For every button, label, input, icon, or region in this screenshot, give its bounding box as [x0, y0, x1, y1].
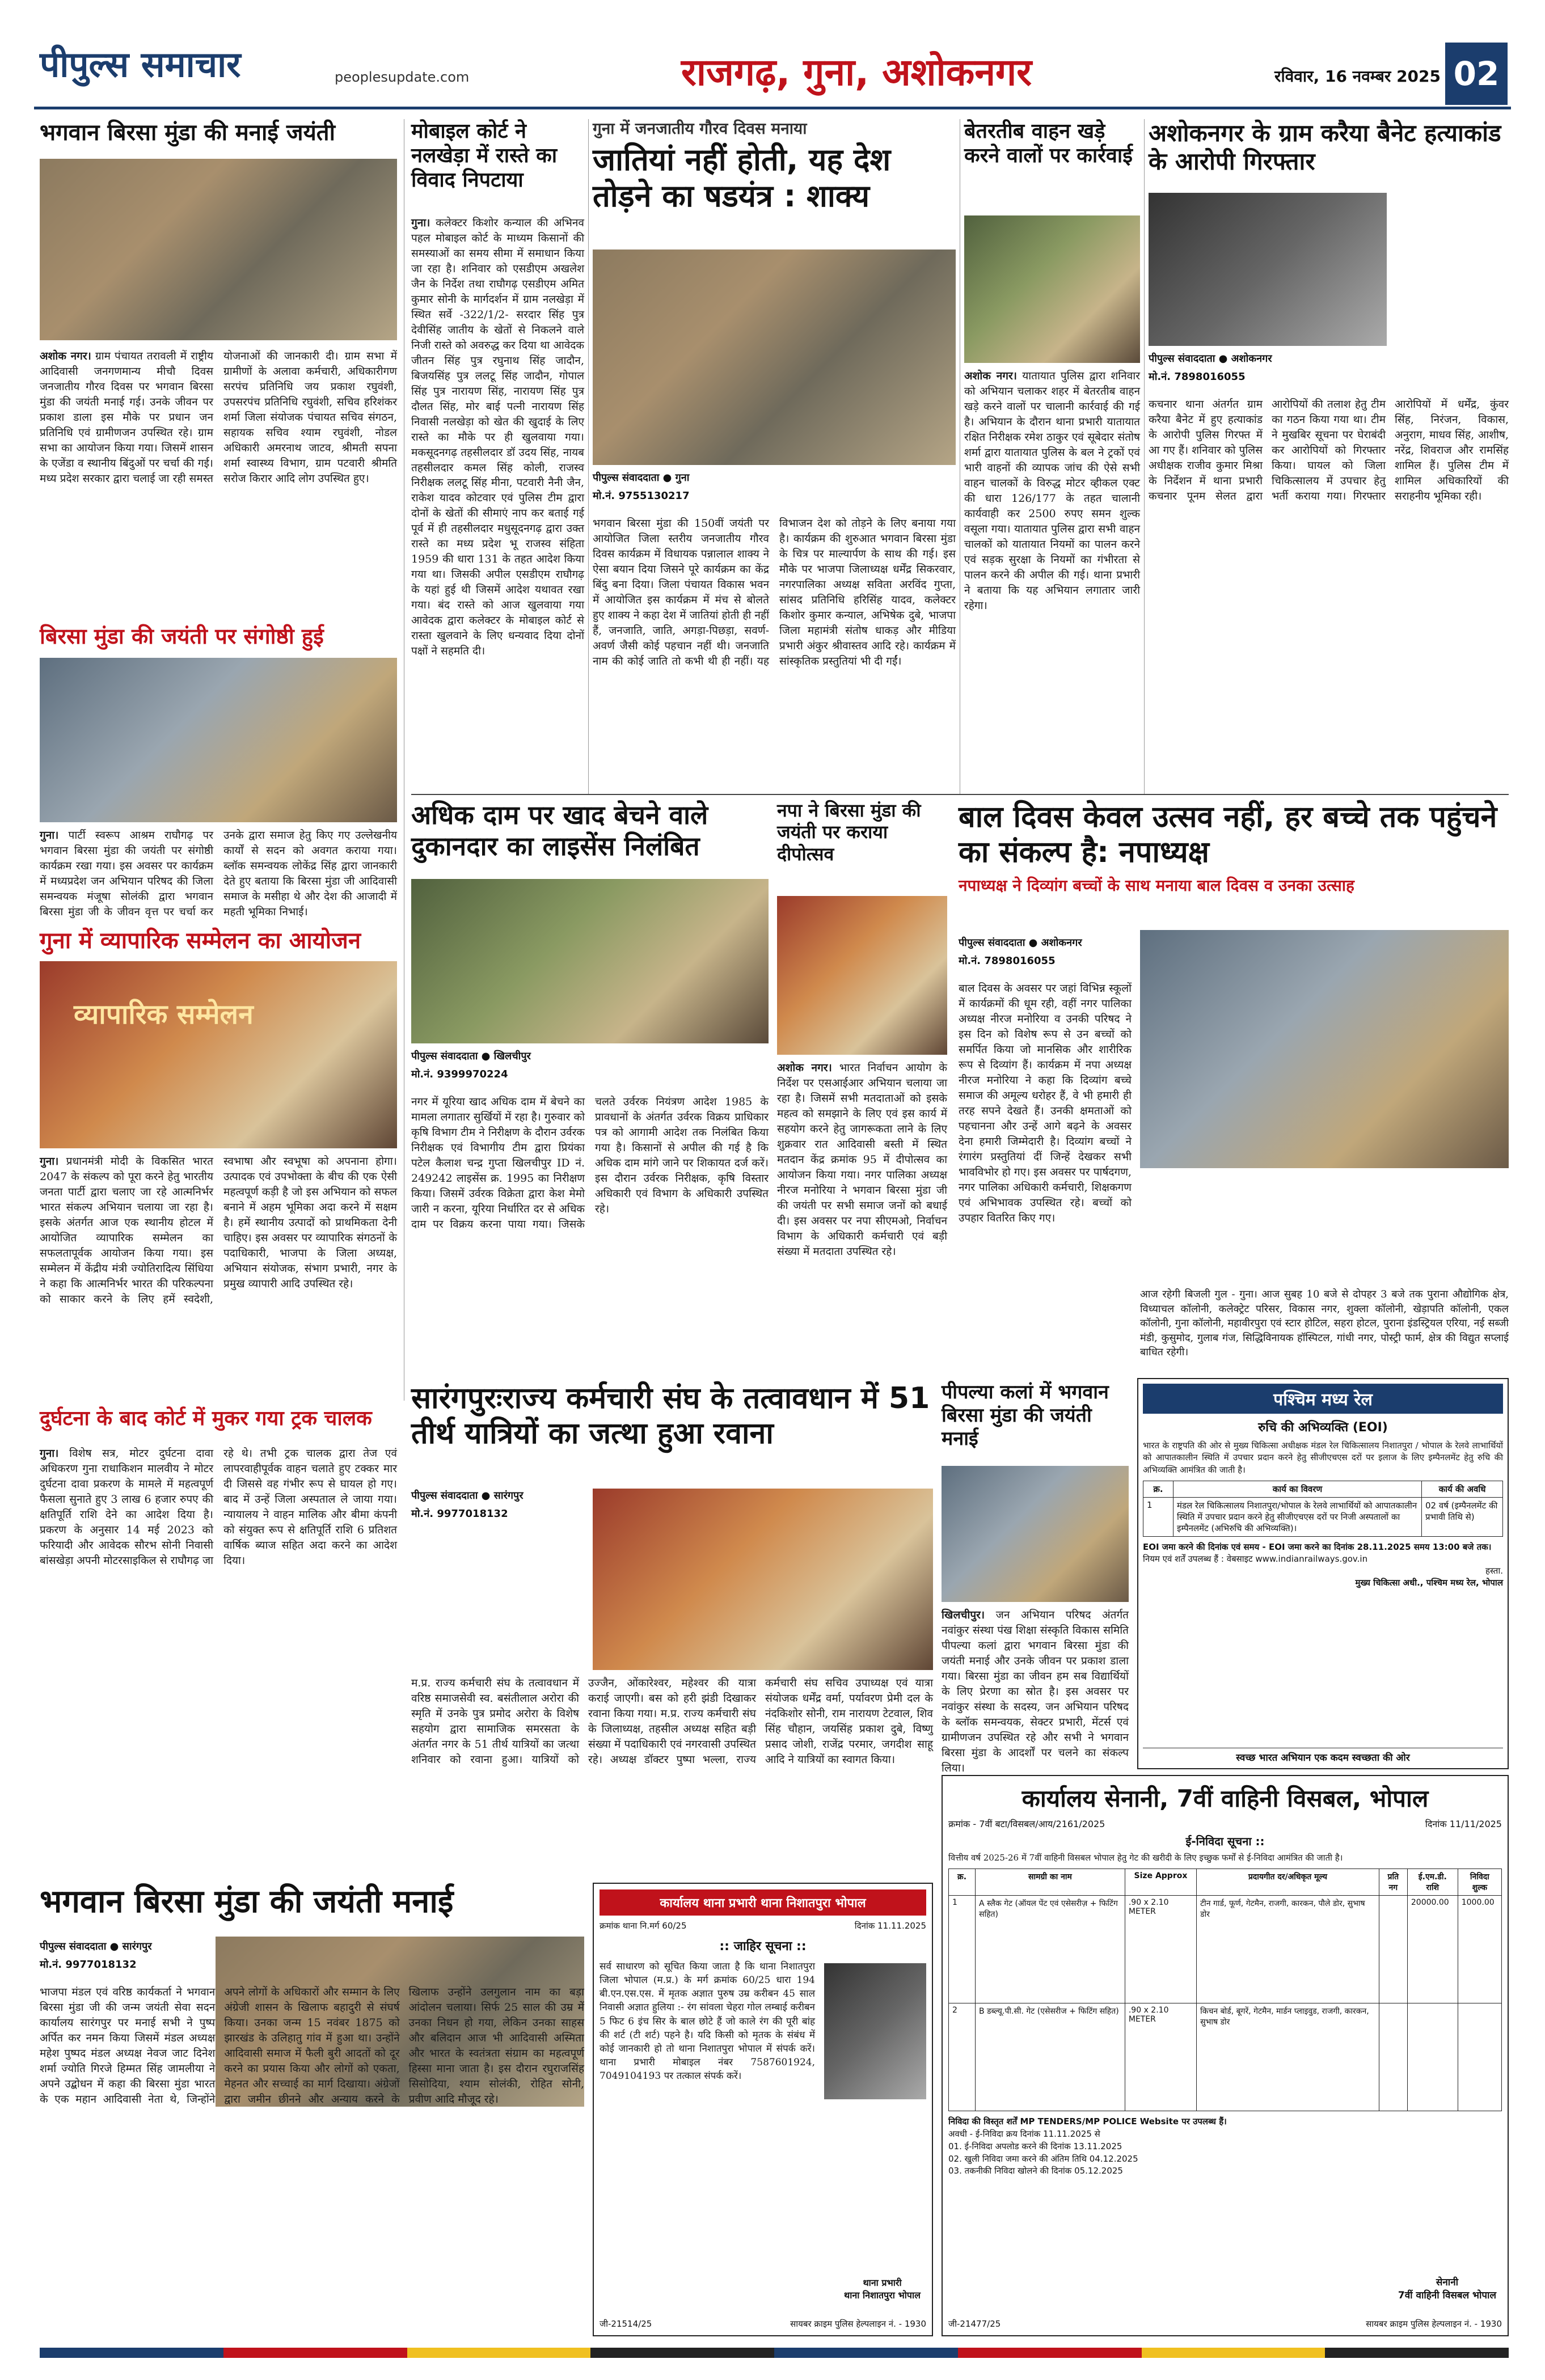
headline: अशोकनगर के ग्राम करैया बैनेट हत्याकांड के आरोपी गिरफ्तार [1149, 119, 1501, 176]
article-body [959, 981, 1132, 1282]
region-title: राजगढ़, गुना, अशोकनगर [681, 50, 1032, 94]
signature: थाना प्रभारी थाना निशातपुरा भोपाल [844, 2277, 921, 2301]
article-body [40, 1446, 397, 1871]
article-photo [593, 1489, 933, 1670]
notice-title: ई-निविदा सूचना :: [1185, 1834, 1265, 1848]
body-text: जन अभियान परिषद अंतर्गत नवांकुर संस्था पंख शिक्षा संस्कृति विकास समिति पीपल्या कलां द्वारा भगवान बिरसा मुंडा की जयंती मनाई और उनके जीवन पर प्रकाश डाला गया। बिरसा मुंडा का जीवन हम सब विद्यार्थियों के लिए प्रेरणा का स्रोत है। इस अवसर पर नवांकुर संस्था के सदस्य, जन अभियान परिषद के ब्लॉक समन्वयक, सेक्टर प्रभारी, मेंटर्स एवं ग्रामीणजन उपस्थित रहे और सभी ने भगवान बिरसा मुंडा के आदर्शों पर चलने का संकल्प लिया। [942, 1609, 1129, 1774]
table-cell: मंडल रेल चिकित्सालय निशातपुरा/भोपाल के रेलवे लाभार्थियों को आपातकालीन स्थिति में उपचार प्रदान करने हेतु सीजीएचएस दरों पर निजी अस्पतालों का इम्पैनलमेंट (अभिरुचि की अभिव्यक्ति)। [1173, 1497, 1422, 1536]
article-photo [40, 658, 397, 822]
article-napa-dipotsav [777, 800, 947, 1375]
tender-notes [948, 2116, 1502, 2178]
note-line: निविदा की विस्तृत शर्तें MP TENDERS/MP POLICE Website पर उपलब्ध हैं। [948, 2116, 1227, 2127]
power-cut-notice [1140, 1287, 1509, 1372]
ref-line [600, 1920, 926, 1931]
notice-text: सर्व साधारण को सूचित किया जाता है कि थाना निशातपुरा जिला भोपाल (म.प्र.) के मर्ग क्रमांक 60/25 धारा 194 बी.एन.एस.एस. में मृतक अज्ञात पुरुष उम्र करीबन 45 साल निवासी अज्ञात हुलिया :- रंग सांवला चेहरा गोल लम्बाई करीबन 5 फिट 6 इंच सिर के बाल छोटे हैं जो काले रंग की पूरी बांह की शर्ट (टी शर्ट) पहने है। यदि किसी को मृतक के संबंध में कोई जानकारी हो तो थाना निशातपुरा भोपाल में संपर्क करें। थाना प्रभारी मोबाइल नंबर 7587601924, 7049104193 पर तत्काल संपर्क करें। [600, 1961, 815, 2082]
body-text: विशेष सत्र, मोटर दुर्घटना दावा अधिकरण गुना राधाकिशन मालवीय ने मोटर दुर्घटना दावा प्रकरण के मामले में महत्वपूर्ण फैसला सुनाते हुए 3 लाख 6 हजार रुपए की क्षतिपूर्ति राशि देने का आदेश दिया है। प्रकरण के अनुसार 14 मई 2023 को फरियादी और आवेदक सौरभ सोनी निवासी बांसखेड़ा अपनी मोटरसाइकिल से राघौगढ़ जा रहे थे। तभी ट्रक चालक द्वारा तेज एवं लापरवाहीपूर्वक वाहन चलाते हुए टक्कर मार दी जिससे वह गंभीर रूप से घायल हो गए। बाद में उन्हें जिला अस्पताल ले जाया गया। न्यायालय ने वाहन मालिक और बीमा कंपनी को संयुक्त रूप से क्षतिपूर्ति राशि 6 प्रतिशत वार्षिक ब्याज सहित अदा करने का आदेश दिया। [40, 1447, 397, 1567]
byline-text: पीपुल्स संवाददाता ● अशोकनगर [959, 937, 1082, 949]
office-title: कार्यालय सेनानी, 7वीं वाहिनी विसबल, भोपाल [1021, 1785, 1429, 1812]
article-karaiya [1149, 119, 1509, 794]
table-row [949, 2003, 1502, 2111]
note-line: 03. तकनीकी निविदा खोलने की दिनांक 05.12.2025 [948, 2166, 1123, 2176]
article-body [1149, 397, 1509, 794]
table-cell [1379, 2003, 1407, 2111]
article-mobile-court [411, 119, 584, 794]
article-body [411, 1676, 933, 1871]
article-birsa-tarawali [40, 119, 397, 618]
table-cell [1379, 1896, 1407, 2003]
headline: सारंगपुरःराज्य कर्मचारी संघ के तत्वावधान में 51 तीर्थ यात्रियों का जत्था हुआ रवाना [411, 1381, 930, 1451]
article-shakya [593, 119, 956, 794]
region-banner [573, 45, 1140, 102]
byline-text: पीपुल्स संवाददाता ● सारंगपुर [411, 1490, 524, 1502]
ad-footer [948, 2318, 1502, 2330]
dateline: अशोक नगर। [40, 350, 91, 362]
table-cell: 1000.00 [1458, 1896, 1501, 2003]
table-header: ई.एम.डी. राशि [1407, 1869, 1458, 1896]
ref-date: दिनांक 11/11/2025 [1425, 1819, 1502, 1829]
article-vyaparik-sammelan [40, 927, 397, 1401]
article-body [411, 1094, 769, 1375]
eoi-footer [1143, 1541, 1503, 1589]
table-cell: 1 [1143, 1497, 1173, 1536]
table-header-row [949, 1869, 1502, 1896]
body-text: ग्राम पंचायत तरावली में राष्ट्रीय आदिवासी जनगणमान्य मीचौ दिवस जनजातीय गौरव दिवस पर भगवान बिरसा मुंडा की जयंती मनाई गई। उनके जीवन पर प्रकाश डाला इस मौके पर प्रधान जन प्रतिनिधि एवं ग्रामीणजन उपस्थित रहे। ग्राम सभा का आयोजन किया गया। जिसमें शासन के एजेंडा व स्थानीय बिंदुओं पर चर्चा की गई। मध्य प्रदेश सरकार द्वारा चलाई जा रही समस्त योजनाओं की जानकारी दी। ग्राम सभा में ग्रामीणों के अलावा कर्मचारी, अधिकारीगण सरपंच प्रतिनिधि जय प्रकाश रघुवंशी, उपसरपंच प्रतिनिधि रघुवंशी, सचिव हरिशंकर शर्मा जिला संयोजक पंचायत सचिव संगठन, सहायक सचिव श्याम रघुवंशी, नोडल अधिकारी अमरनाथ जाटव, श्रीमती सपना शर्मा स्वास्थ्य विभाग, ग्राम पटवारी श्रीमति सरोज किरार आदि लोग उपस्थित हुए। [40, 350, 397, 485]
table-cell: A स्लैक गेट (ऑयल पेंट एवं एसेसरीज़ + फिटिंग सहित) [976, 1896, 1125, 2003]
registration-color-bar [40, 2348, 1509, 2358]
body-text: पार्टी स्वरूप आश्रम राघौगढ़ पर भगवान बिरसा मुंडा की जयंती पर संगोष्ठी कार्यक्रम रखा गया। इस अवसर पर कार्यक्रम में मध्यप्रदेश जन अभियान परिषद की जिला समन्वयक मंजूषा सोलंकी द्वारा भगवान बिरसा मुंडा जी के जीवन वृत्त पर चर्चा कर उनके द्वारा समाज हेतु किए गए उल्लेखनीय कार्यों से सदन को अवगत कराया गया। ब्लॉक समन्वयक लोकेंद्र सिंह द्वारा जानकारी देते हुए बताया कि बिरसा मुंडा जी आदिवासी समाज के मसीहा थे और देश की आजादी में महती भूमिका निभाई। [40, 829, 397, 918]
headline: भगवान बिरसा मुंडा की जयंती मनाई [40, 1883, 454, 1920]
office-title: कार्यालय थाना प्रभारी थाना निशातपुरा भोपाल [600, 1889, 926, 1916]
table-header: कार्य का विवरण [1173, 1481, 1422, 1497]
ref-line [948, 1817, 1502, 1830]
table-cell: 02 वर्ष (इम्पैनलमेंट की प्रभावी तिथि से) [1422, 1497, 1503, 1536]
table-header: प्रदायगीत दर/अधिकृत मूल्य [1197, 1869, 1379, 1896]
footer-line: EOI जमा करने की दिनांक एवं समय - EOI जमा करने का दिनांक 28.11.2025 समय 13:00 बजे तक। [1143, 1541, 1492, 1552]
article-photo [964, 215, 1140, 363]
body-text: प्रधानमंत्री मोदी के विकसित भारत 2047 के संकल्प को पूरा करने हेतु भारतीय जनता पार्टी द्वारा चलाए जा रहे आत्मनिर्भर भारत संकल्प अभियान चलाया जा रहा है। इसके अंतर्गत आज एक स्थानीय होटल में आयोजित व्यापारिक सम्मेलन का सफलतापूर्वक आयोजन किया गया। इस सम्मेलन में केंद्रीय मंत्री ज्योतिरादित्य सिंधिया ने कहा कि आत्मनिर्भर भारत की परिकल्पना को साकार करने के लिए हमें स्वदेशी, स्वभाषा और स्वभूषा को अपनाना होगा। उत्पादक एवं उपभोक्ता के बीच की एक ऐसी महत्वपूर्ण कड़ी है जो इस अभियान को सफल बनाने में अहम भूमिका अदा करने में सक्षम है। हमें स्थानीय उत्पादों को प्राथमिकता देनी चाहिए। इस अवसर पर व्यापारिक संगठनों के पदाधिकारी, भाजपा के जिला अध्यक्ष, अभियान संयोजक, संभाग प्रभारी, नगर के प्रमुख व्यापारी आदि उपस्थित रहे। [40, 1155, 397, 1305]
table-header: क्र. [949, 1869, 976, 1896]
byline [411, 1049, 769, 1089]
article-body [40, 828, 397, 924]
railway-banner: पश्चिम मध्य रेल [1143, 1384, 1503, 1414]
cyber-helpline: सायबर क्राइम पुलिस हेल्पलाइन नं. - 1930 [790, 2319, 926, 2329]
masthead-rule [34, 107, 1511, 109]
nishatpura-notice-ad [593, 1883, 933, 2336]
body-text: कलेक्टर किशोर कन्याल की अभिनव पहल मोबाइल कोर्ट के माध्यम किसानों की समस्याओं का समय सीमा में समाधान किया जा रहा है। शनिवार को एसडीएम अखलेश जैन के निर्देश तथा राघौगढ़ एसडीएम अमित कुमार सोनी के मार्गदर्शन में ग्राम नलखेड़ा में स्थित सर्वे -322/1/2- सरदार सिंह पुत्र देवीसिंह जातीय के खेतों से निकलने वाले निजी रास्ते को अवरुद्ध कर दिया था आवेदक जीतन सिंह पुत्र रघुनाथ सिंह जादौन, बिजयसिंह पुत्र ललटू सिंह जादौन, गोपाल सिंह पुत्र नारायण सिंह, नारायण सिंह पुत्र दौलत सिंह, मोर बाई पत्नी नारायण सिंह निवासी नलखेड़ा को खेत की खुदाई के लिए रास्ते का मौके पर ही खुलवाया गया। मकसूदनगढ़ तहसीलदार डॉ उदय सिंह, नायब तहसीलदार कमल सिंह कोली, राजस्व निरीक्षक ललटू सिंह मीना, पटवारी नैनी जैन, राकेश यादव कोटवार एवं पुलिस टीम द्वारा दोनों के खेतों की सीमाएं नाप कर बताई गई पूर्व में ही तहसीलदार मधुसूदनगढ़ द्वारा उक्त रास्ते का मध्य प्रदेश भू राजस्व संहिता 1959 की धारा 131 के तहत आदेश किया गया था। जिसकी अपील एसडीएम राघौगढ़ के यहां हुई थी जिसमें आदेश यथावत रखा गया। बंद रास्ते को आज खुलवाया गया आवेदक द्वारा कलेक्टर के मोबाइल कोर्ट से रास्ता खुलवाने के लिए धन्यवाद दिया दोनों पक्षों ने सहमति दी। [411, 217, 584, 658]
table-header: प्रति नग [1379, 1869, 1407, 1896]
byline [40, 1939, 210, 1979]
article-sarangpur-yatra [411, 1381, 933, 1871]
paper-logo [40, 40, 323, 96]
article-photo [1140, 930, 1509, 1168]
byline-phone: मो.नं. 9977018132 [411, 1508, 508, 1520]
note-line: 02. खुली निविदा जमा करने की अंतिम तिथि 04.12.2025 [948, 2153, 1138, 2164]
article-birsa-sangoshthi [40, 624, 397, 921]
tender-table [948, 1869, 1502, 2111]
headline: भगवान बिरसा मुंडा की मनाई जयंती [40, 120, 335, 146]
body-text: भगवान बिरसा मुंडा की 150वीं जयंती पर आयोजित जिला स्तरीय जनजातीय गौरव दिवस कार्यक्रम में विधायक पन्नालाल शाक्य ने ऐसा बयान दिया जिसने पूरे कार्यक्रम का केंद्र बिंदु बना दिया। जिला पंचायत विकास भवन में आयोजित इस कार्यक्रम में मंच से बोलते हुए शाक्य ने कहा देश में जातियां होती ही नहीं हैं, जनजाति, जाति, अगड़ा-पिछड़ा, सवर्ण-अवर्ण जैसी कोई पहचान नहीं थी। जनजाति नाम की कोई जाति तो कभी थी ही नहीं। यह विभाजन देश को तोड़ने के लिए बनाया गया है। कार्यक्रम की शुरुआत भगवान बिरसा मुंडा के चित्र पर माल्यार्पण के साथ की गई। इस मौके पर भाजपा जिलाध्यक्ष धर्मेंद्र सिकरवार, नगरपालिका अध्यक्ष सविता अरविंद गुप्ता, सांसद प्रतिनिधि हरिसिंह यादव, कलेक्टर किशोर कुमार कन्याल, अभिषेक दुबे, भाजपा जिला महामंत्री संतोष धाकड़ और मीडिया प्रभारी अंकुर श्रीवास्तव आदि रहे। कार्यक्रम में सांस्कृतिक प्रस्तुतियां भी दी गईं। [593, 517, 956, 667]
column-rule [1144, 119, 1145, 794]
byline-text: पीपुल्स संवाददाता ● सारंगपुर [40, 1941, 152, 1952]
byline-text: पीपुल्स संवाददाता ● गुना [593, 472, 690, 484]
article-body [40, 349, 397, 618]
article-body [411, 215, 584, 794]
notice-text: आज रहेगी बिजली गुल - गुना। आज सुबह 10 बजे से दोपहर 3 बजे तक पुराना औद्योगिक क्षेत्र, विध्याचल कॉलोनी, कलेक्ट्रेट परिसर, विकास नगर, शुक्ला कॉलोनी, खेड़ापति कॉलोनी, एकल कॉलोनी, गुना कॉलोनी, महावीरपुरा एवं स्टार होटिल, सहरा होटल, पुराना इंडस्ट्रियल एरिया, नई सब्जी मंडी, कुसुमोद, गुलाब गंज, सिद्धिविनायक हॉस्पिटल, गांधी नगर, पोस्ट्री फार्म, क्षेत्र की विद्युत सप्लाई बाधित रहेगी। [1140, 1288, 1509, 1359]
table-cell: B डब्ल्यू.पी.सी. गेट (एसेसरीज + फिटिंग सहित) [976, 2003, 1125, 2111]
article-durghatna [40, 1406, 397, 1871]
table-header: निविदा शुल्क [1458, 1869, 1501, 1896]
eoi-table [1143, 1481, 1503, 1537]
headline: बिरसा मुंडा की जयंती पर संगोष्ठी हुई [40, 624, 324, 649]
ad-footer [600, 2318, 926, 2330]
table-cell [1458, 2003, 1501, 2111]
table-row [1143, 1497, 1503, 1536]
article-photo [942, 1466, 1129, 1602]
article-photo [411, 879, 769, 1043]
kicker: गुना में जनजातीय गौरव दिवस मनाया [593, 119, 807, 138]
byline-text: पीपुल्स संवाददाता ● अशोकनगर [1149, 353, 1272, 365]
body-text: भारत निर्वाचन आयोग के निर्देश पर एसआईआर अभियान चलाया जा रहा है। जिसमें सभी मतदाताओं को इसके महत्व को समझाने के लिए एवं इस कार्य में सहयोग करने हेतु जागरूकता लाने के लिए शुक्रवार रात आदिवासी बस्ती में स्थित मतदान केंद्र क्रमांक 95 में दीपोत्सव का आयोजन किया गया। नगर पालिका अध्यक्ष नीरज मनोरिया ने भगवान बिरसा मुंडा जी की जयंती पर सभी समाज जनों को बधाई दी। इस अवसर पर नपा सीएमओ, निर्वाचन विभाग के अधिकारी कर्मचारी एवं बड़ी संख्या में मतदाता उपस्थित रहे। [777, 1062, 947, 1258]
railway-eoi-ad [1137, 1378, 1509, 1769]
table-cell: टीन गार्ड, फूर्ण, गेटमैन, राजगी, कारकन, पौले डोर, सुभाष डोर [1197, 1896, 1379, 2003]
byline-phone: मो.नं. 7898016055 [1149, 371, 1246, 383]
byline-phone: मो.नं. 7898016055 [959, 955, 1056, 967]
deceased-photo [824, 1963, 926, 2099]
article-birsa-sarangpur [40, 1883, 584, 2336]
swachh-bharat-strip: स्वच्छ भारत अभियान एक कदम स्वच्छता की ओर [1143, 1748, 1503, 1764]
ref-number: क्रमांक थाना नि.मर्ग 60/25 [600, 1921, 687, 1931]
website-url[interactable]: peoplesupdate.com [335, 69, 470, 85]
cyber-helpline: सायबर क्राइम पुलिस हेल्पलाइन नं. - 1930 [1366, 2319, 1502, 2329]
article-photo [593, 250, 956, 465]
issue-date: रविवार, 16 नवम्बर 2025 [1274, 67, 1441, 86]
table-cell: किचन बोर्ड, बूगरें, गेटमैन, मार्डन प्लाइवुड, राजगी, कारकन, सुभाष डोर [1197, 2003, 1379, 2111]
table-header: क्र. [1143, 1481, 1173, 1497]
article-photo [40, 961, 397, 1148]
body-text: यातायात पुलिस द्वारा शनिवार को अभियान चलाकर शहर में बेतरतीब वाहन खड़े करने वालों पर चालानी कार्रवाई की गई है। अभियान के दौरान थाना प्रभारी यातायात रक्षित निरीक्षक रमेश ठाकुर एवं सूबेदार संतोष शर्मा द्वारा यातायात पुलिस के बल ने ट्रकों एवं भारी वाहनों की व्यापक जांच की ऐसे सभी वाहन चालकों के विरुद्ध मोटर व्हीकल एक्ट की धारा 126/177 के तहत चालानी कार्यवाही कर 2500 रुपए समन शुल्क वसूला गया। यातायात पुलिस द्वारा सभी वाहन चालकों को यातायात नियमों का पालन करने एवं सड़क सुरक्षा के नियमों का गंभीरता से पालन करने की अपील की गई। थाना प्रभारी ने बताया कि यह अभियान लगातार जारी रहेगा। [964, 370, 1141, 612]
footer-line: मुख्य चिकित्सा अधी., पश्चिम मध्य रेल, भोपाल [1355, 1577, 1503, 1588]
article-body [40, 1154, 397, 1401]
table-cell: 20000.00 [1407, 1896, 1458, 2003]
headline: पीपल्या कलां में भगवान बिरसा मुंडा की जयंती मनाई [942, 1381, 1109, 1450]
table-header: Size Approx [1125, 1869, 1196, 1896]
headline: नपा ने बिरसा मुंडा की जयंती पर कराया दीपोत्सव [777, 800, 921, 865]
page-number: 02 [1445, 43, 1508, 105]
article-body [777, 1060, 947, 1375]
body-text: कचनार थाना अंतर्गत ग्राम करैया बैनेट में हुए हत्याकांड के आरोपी पुलिस गिरफ्त में आ गए हैं। शनिवार को पुलिस अधीक्षक राजीव कुमार मिश्रा के निर्देशन में थाना प्रभारी कचनार पूनम सेलत द्वारा आरोपियों की तलाश हेतु टीम का गठन किया गया था। टीम ने मुखबिर सूचना पर घेराबंदी कर आरोपियों को गिरफ्तार किया। घायल को जिला चिकित्सालय में उपचार हेतु भर्ती कराया गया। गिरफ्तार आरोपियों में धर्मेंद्र, कुंवर सिंह, निरंजन, विकास, अनुराग, माधव सिंह, आशीष, नरेंद्र, शिवराज और रामसिंह शामिल हैं। पुलिस टीम में शामिल अधिकारियों की सराहनीय भूमिका रही। [1149, 398, 1509, 502]
table-row [949, 1896, 1502, 2003]
byline-text: पीपुल्स संवाददाता ● खिलचीपुर [411, 1050, 531, 1062]
dateline: अशोक नगर। [777, 1062, 832, 1074]
table-cell: .90 x 2.10 METER [1125, 1896, 1196, 2003]
senani-tender-ad [942, 1775, 1509, 2336]
signature: सेनानी 7वीं वाहिनी विसबल भोपाल [1398, 2277, 1496, 2301]
table-cell: 1 [949, 1896, 976, 2003]
byline-phone: मो.नं. 9755130217 [593, 490, 690, 502]
masthead [0, 0, 1545, 113]
footer-line[interactable]: नियम एवं शर्तें उपलब्ध हैं : वेबसाइट www.indianrailways.gov.in [1143, 1553, 1368, 1564]
byline-phone: मो.नं. 9977018132 [40, 1959, 137, 1971]
article-photo [40, 159, 397, 340]
eoi-intro: भारत के राष्ट्रपति की ओर से मुख्य चिकित्सा अधीक्षक मंडल रेल चिकित्सालय निशातपुरा / भोपाल के रेलवे लाभार्थियों को आपातकालीन स्थिति में उपचार प्रदान करने हेतु सीजीएचएस दरों पर इलाज के लिए इम्पैनलमेंट हेतु रुचि की अभिव्यक्ति आमंत्रित की जाती है। [1143, 1440, 1503, 1475]
article-body [964, 369, 1140, 794]
byline-phone: मो.नं. 9399970224 [411, 1068, 508, 1080]
byline [411, 1489, 581, 1528]
article-photo [777, 896, 947, 1055]
dateline: अशोक नगर। [964, 370, 1017, 382]
headline: जातियां नहीं होती, यह देश तोड़ने का षडयंत्र : शाक्य [593, 141, 891, 214]
notice-title: :: जाहिर सूचना :: [719, 1939, 807, 1954]
byline [1149, 352, 1387, 391]
article-khad-license [411, 800, 769, 1375]
section-rule [411, 794, 1509, 795]
headline: गुना में व्यापारिक सम्मेलन का आयोजन [40, 928, 361, 954]
subhead: नपाध्यक्ष ने दिव्यांग बच्चों के साथ मनाया बाल दिवस व उनका उत्साह [959, 876, 1354, 895]
article-body [593, 516, 956, 794]
table-cell [1407, 2003, 1458, 2111]
note-line: अवधी - ई-निविदा क्रय दिनांक 11.11.2025 से [948, 2129, 1100, 2140]
notice-intro: वित्तीय वर्ष 2025-26 में 7वीं वाहिनी विसबल भोपाल हेतु गेट की खरीदी के लिए इच्छुक फर्मों से ई-निविदा आमंत्रित की जाती है। [948, 1853, 1343, 1863]
article-body [40, 1985, 584, 2336]
dateline: गुना। [411, 217, 430, 229]
article-vehicles [964, 119, 1140, 794]
note-line: 01. ई-निविदा अपलोड करने की दिनांक 13.11.2025 [948, 2141, 1122, 2151]
table-header: सामग्री का नाम [976, 1869, 1125, 1896]
byline [959, 936, 1129, 975]
table-header: कार्य की अवधि [1422, 1481, 1503, 1497]
ref-date: दिनांक 11.11.2025 [854, 1921, 926, 1931]
dateline: गुना। [40, 1447, 59, 1460]
ji-number: जी-21514/25 [600, 2319, 652, 2329]
article-photo [1149, 193, 1387, 346]
byline [593, 471, 763, 510]
dateline: गुना। [40, 1155, 59, 1168]
dateline: गुना। [40, 829, 59, 842]
body-text: नगर में यूरिया खाद अधिक दाम में बेचने का मामला लगातार सुर्खियों में रहा है। गुरुवार को कृषि विभाग टीम ने निरीक्षण के दौरान उर्वरक निरीक्षक एवं विभागीय टीम द्वारा प्रियंका पटेल कैलाश चन्द्र गुप्ता खिलचीपुर ID नं. 249242 लाइसेंस क्र. 1995 का निरीक्षण किया। जिसमें उर्वरक विक्रेता द्वारा केश मेमो जारी न करना, यूरिया निर्धारित दर से अधिक दाम पर विक्रय करना पाया गया। जिसके चलते उर्वरक नियंत्रण आदेश 1985 के प्रावधानों के अंतर्गत उर्वरक विक्रय प्राधिकार पत्र को आगामी आदेश तक निलंबित किया गया है। किसानों से अपील की गई है कि अधिक दाम मांगे जाने पर शिकायत दर्ज करें। इस दौरान उर्वरक निरीक्षक, कृषि विस्तार अधिकारी एवं विभाग के अधिकारी उपस्थित रहे। [411, 1096, 769, 1231]
headline: बेतरतीब वाहन खड़े करने वालों पर कार्रवाई [964, 120, 1133, 168]
headline: दुर्घटना के बाद कोर्ट में मुकर गया ट्रक चालक [40, 1407, 372, 1430]
table-cell: .90 x 2.10 METER [1125, 2003, 1196, 2111]
article-bal-diwas [959, 800, 1509, 1282]
body-text: बाल दिवस के अवसर पर जहां विभिन्न स्कूलों में कार्यक्रमों की धूम रही, वहीं नगर पालिका अध्यक्ष नीरज मनोरिया व उनकी परिषद ने इस दिन को विशेष रूप से उन बच्चों को समर्पित किया जो मानसिक और शारीरिक रूप से दिव्यांग हैं। कार्यक्रम में नपा अध्यक्ष नीरज मनोरिया ने कहा कि दिव्यांग बच्चे समाज की अमूल्य धरोहर हैं, वे भी हमारी ही तरह सपने देखते हैं। उनकी क्षमताओं को पहचानना और उन्हें आगे बढ़ने के अवसर देना हमारी जिम्मेदारी है। दिव्यांग बच्चों ने रंगारंग प्रस्तुतियां दीं जिन्हें देखकर सभी भावविभोर हो गए। इस अवसर पर पार्षदगण, नगर पालिका अधिकारी कर्मचारी, शिक्षकगण एवं अभिभावक उपस्थित रहे। बच्चों को उपहार वितरित किए गए। [959, 982, 1132, 1224]
ji-number: जी-21477/25 [948, 2319, 1001, 2329]
body-text: म.प्र. राज्य कर्मचारी संघ के तत्वावधान में वरिष्ठ समाजसेवी स्व. बसंतीलाल अरोरा की स्मृति में उनके पुत्र प्रमोद अरोरा के विशेष सहयोग द्वारा सामाजिक समरसता के अंतर्गत नगर के 51 तीर्थ यात्रियों का जत्था शनिवार को रवाना हुआ। यात्रियों को उज्जैन, ओंकारेश्वर, महेश्वर की यात्रा कराई जाएगी। बस को हरी झंडी दिखाकर रवाना किया गया। म.प्र. राज्य कर्मचारी संघ के जिलाध्यक्ष, तहसील अध्यक्ष सहित बड़ी संख्या में पदाधिकारी एवं नगरवासी उपस्थित रहे। अध्यक्ष डॉक्टर पुष्पा भल्ला, राज्य कर्मचारी संघ सचिव उपाध्यक्ष एवं यात्रा संयोजक धर्मेंद्र वर्मा, पर्यावरण प्रेमी दल के नंदकिशोर सोनी, राम नारायण टेटवाल, शिव सिंह चौहान, जयसिंह प्रकाश दुबे, विष्णु प्रसाद जोशी, राजेंद्र परमार, जगदीश साहू आदि ने यात्रियों का स्वागत किया। [411, 1677, 933, 1766]
headline: मोबाइल कोर्ट ने नलखेड़ा में रास्ते का विवाद निपटाया [411, 120, 558, 192]
paper-name: पीपुल्स समाचार [40, 44, 241, 85]
dateline: खिलचीपुर। [942, 1609, 985, 1621]
table-cell: 2 [949, 2003, 976, 2111]
body-text: भाजपा मंडल एवं वरिष्ठ कार्यकर्ता ने भगवान बिरसा मुंडा जी की जन्म जयंती सेवा सदन कार्यालय सारंगपुर पर मनाई सभी ने पुष्प अर्पित कर नमन किया जिसमें मंडल अध्यक्ष महेश पुष्पद मंडल अध्यक्ष नेवज जाट दिनेश शर्मा ज्योति गिरजे हिम्मत सिंह जामलीया ने अपने उद्बोधन में कहा की बिरसा मुंडा भारत के एक महान आदिवासी नेता थे, जिन्होंने अपने लोगों के अधिकारों और सम्मान के लिए अंग्रेजी शासन के खिलाफ बहादुरी से संघर्ष किया। उनका जन्म 15 नवंबर 1875 को झारखंड के उलिहातु गांव में हुआ था। उन्होंने आदिवासी समाज में फैली बुरी आदतों को दूर करने का प्रयास किया और लोगों को एकता, मेहनत और सच्चाई का मार्ग दिखाया। अंग्रेजों द्वारा जमीन छीनने और अन्याय करने के खिलाफ उन्होंने उलगुलान नाम का बड़ा आंदोलन चलाया। सिर्फ 25 साल की उम्र में उनका निधन हो गया, लेकिन उनका साहस और बलिदान आज भी आदिवासी अस्मिता और भारत के स्वतंत्रता संग्राम का महत्वपूर्ण हिस्सा माना जाता है। इस दौरान रघुराजसिंह सिसोदिया, श्याम सोलंकी, रोहित सोनी, प्रवीण आदि मौजूद रहे। [40, 1986, 584, 2106]
headline: बाल दिवस केवल उत्सव नहीं, हर बच्चे तक पहुंचने का संकल्प है: नपाध्यक्ष [959, 800, 1497, 870]
table-header-row [1143, 1481, 1503, 1497]
photo-banner-text: व्यापारिक सम्मेलन [74, 999, 254, 1030]
footer-line: हस्ता. [1485, 1565, 1503, 1576]
eoi-title: रुचि की अभिव्यक्ति (EOI) [1258, 1421, 1388, 1435]
headline: अधिक दाम पर खाद बेचने वाले दुकानदार का लाइसेंस निलंबित [411, 800, 708, 862]
column-rule [588, 119, 589, 794]
ref-number: क्रमांक - 7वीं बटा/विसबल/आय/2161/2025 [948, 1819, 1105, 1829]
